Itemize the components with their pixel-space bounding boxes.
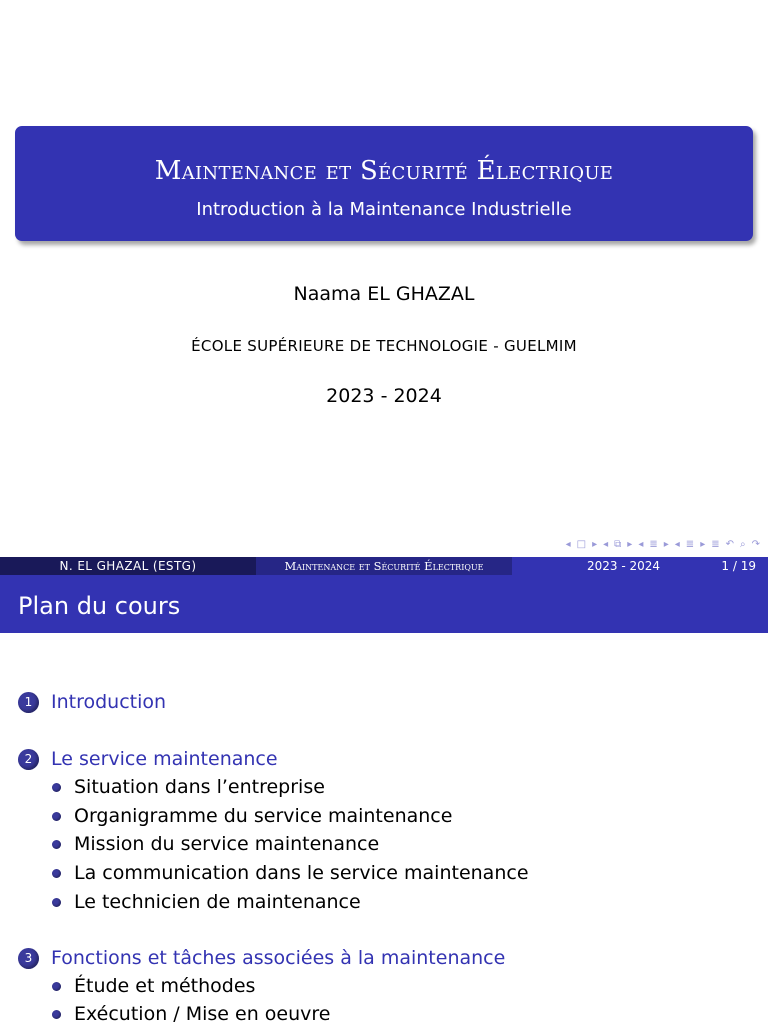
doc-prev-icon[interactable]: ◂ <box>674 538 680 550</box>
back-icon[interactable]: ↶ <box>725 538 734 550</box>
toc-subsection[interactable] <box>52 776 325 798</box>
frame-prev-icon[interactable]: ◂ <box>565 538 571 550</box>
footer-author: N. EL GHAZAL (ESTG) <box>0 557 256 575</box>
toc-subsection[interactable] <box>52 891 361 913</box>
author-name: Naama EL GHAZAL <box>293 283 475 305</box>
section-label[interactable]: Fonctions et tâches associées à la maintenance <box>51 947 506 969</box>
toc-subsection[interactable] <box>52 1003 330 1024</box>
toc-section-fonctions-taches[interactable] <box>18 947 505 969</box>
align-icon[interactable]: ≣ <box>711 538 720 550</box>
bullet-icon <box>52 783 61 792</box>
frame-title: Plan du cours <box>0 575 768 633</box>
doc-icon[interactable]: ≣ <box>685 538 695 550</box>
bullet-icon <box>52 1010 61 1019</box>
bullet-icon <box>52 982 61 991</box>
toc-subsection[interactable] <box>52 805 452 827</box>
doc-next-icon[interactable]: ▸ <box>700 538 706 550</box>
bullet-icon <box>52 840 61 849</box>
search-icon[interactable]: ⌕ <box>740 538 746 550</box>
section-label[interactable]: Introduction <box>51 691 167 713</box>
subsection-label[interactable]: Exécution / Mise en oeuvre <box>74 1003 331 1024</box>
subsection-label[interactable]: Mission du service maintenance <box>74 833 380 855</box>
subsection-label[interactable]: Étude et méthodes <box>74 975 256 997</box>
frame-next-icon[interactable]: ▸ <box>592 538 598 550</box>
toc-section-service-maintenance[interactable] <box>18 748 278 770</box>
frame-icon[interactable]: □ <box>576 538 587 550</box>
section-number-badge: 2 <box>18 749 39 770</box>
slide-footer <box>0 557 768 575</box>
footer-info <box>512 557 768 575</box>
section-label[interactable]: Le service maintenance <box>51 748 278 770</box>
subsection-label[interactable]: Situation dans l’entreprise <box>74 776 325 798</box>
footer-page-number: 1 / 19 <box>721 559 756 573</box>
bullet-icon <box>52 898 61 907</box>
section-next-icon[interactable]: ▸ <box>663 538 669 550</box>
subsection-label[interactable]: La communication dans le service maintenance <box>74 862 529 884</box>
beamer-navigation-bar <box>566 537 760 551</box>
toc-subsection[interactable] <box>52 833 379 855</box>
footer-date: 2023 - 2024 <box>587 559 661 573</box>
presentation-subtitle: Introduction à la Maintenance Industrielle <box>196 199 572 220</box>
section-number-badge: 1 <box>18 692 39 713</box>
subsection-icon[interactable]: ⧉ <box>614 538 622 550</box>
forward-icon[interactable]: ↷ <box>751 538 760 550</box>
section-prev-icon[interactable]: ◂ <box>638 538 644 550</box>
toc-section-introduction[interactable] <box>18 691 166 713</box>
subsection-label[interactable]: Organigramme du service maintenance <box>74 805 453 827</box>
subsection-next-icon[interactable]: ▸ <box>627 538 633 550</box>
institute-name: ÉCOLE SUPÉRIEURE DE TECHNOLOGIE - GUELMIM <box>191 337 577 355</box>
toc-subsection[interactable] <box>52 975 255 997</box>
presentation-title: Maintenance et Sécurité Électrique <box>154 156 614 186</box>
section-number-badge: 3 <box>18 948 39 969</box>
bullet-icon <box>52 812 61 821</box>
toc-subsection[interactable] <box>52 862 529 884</box>
title-block <box>15 126 753 241</box>
bullet-icon <box>52 869 61 878</box>
presentation-date: 2023 - 2024 <box>326 385 442 407</box>
subsection-label[interactable]: Le technicien de maintenance <box>74 891 361 913</box>
table-of-contents <box>0 633 768 1024</box>
footer-title: Maintenance et Sécurité Électrique <box>256 557 512 575</box>
subsection-prev-icon[interactable]: ◂ <box>603 538 609 550</box>
section-icon[interactable]: ≣ <box>649 538 658 550</box>
